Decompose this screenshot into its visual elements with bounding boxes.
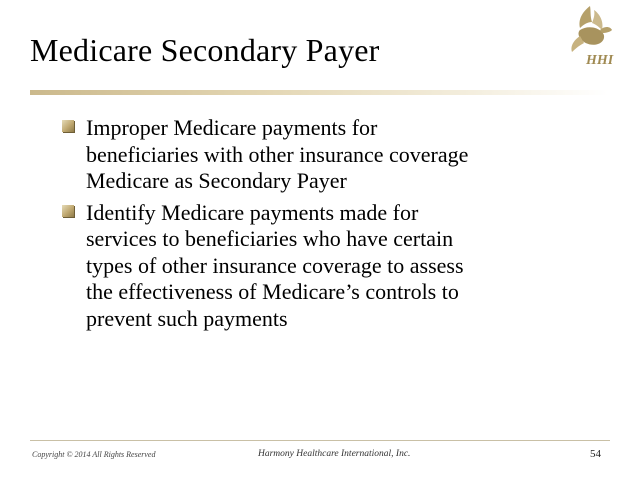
square-bullet-icon xyxy=(62,205,74,217)
bullet-line: services to beneficiaries who have certain xyxy=(86,226,454,251)
footer-divider xyxy=(30,440,610,441)
footer-company: Harmony Healthcare International, Inc. xyxy=(258,449,411,459)
bullet-item xyxy=(62,200,582,333)
square-bullet-icon xyxy=(62,120,74,132)
bullet-line: the effectiveness of Medicare’s controls to xyxy=(86,279,459,304)
bullet-line: Improper Medicare payments for xyxy=(86,115,378,140)
dove-wing-upper xyxy=(579,6,592,28)
dove-wing-right xyxy=(592,10,603,30)
bullet-list xyxy=(62,115,582,337)
logo-text: HHI xyxy=(586,53,614,68)
bullet-item xyxy=(62,115,582,195)
bullet-line: types of other insurance coverage to assess xyxy=(86,252,464,278)
page-number: 54 xyxy=(590,448,601,460)
footer-copyright: Copyright © 2014 All Rights Reserved xyxy=(32,450,156,459)
bullet-line: Medicare as Secondary Payer xyxy=(86,168,347,193)
hhi-dove-logo xyxy=(560,2,620,70)
title-underline xyxy=(30,90,608,95)
bullet-line: prevent such payments xyxy=(86,305,288,331)
slide-title: Medicare Secondary Payer xyxy=(30,32,380,68)
bullet-line: Identify Medicare payments made for xyxy=(86,199,419,225)
bullet-line: beneficiaries with other insurance coverage xyxy=(86,141,469,167)
